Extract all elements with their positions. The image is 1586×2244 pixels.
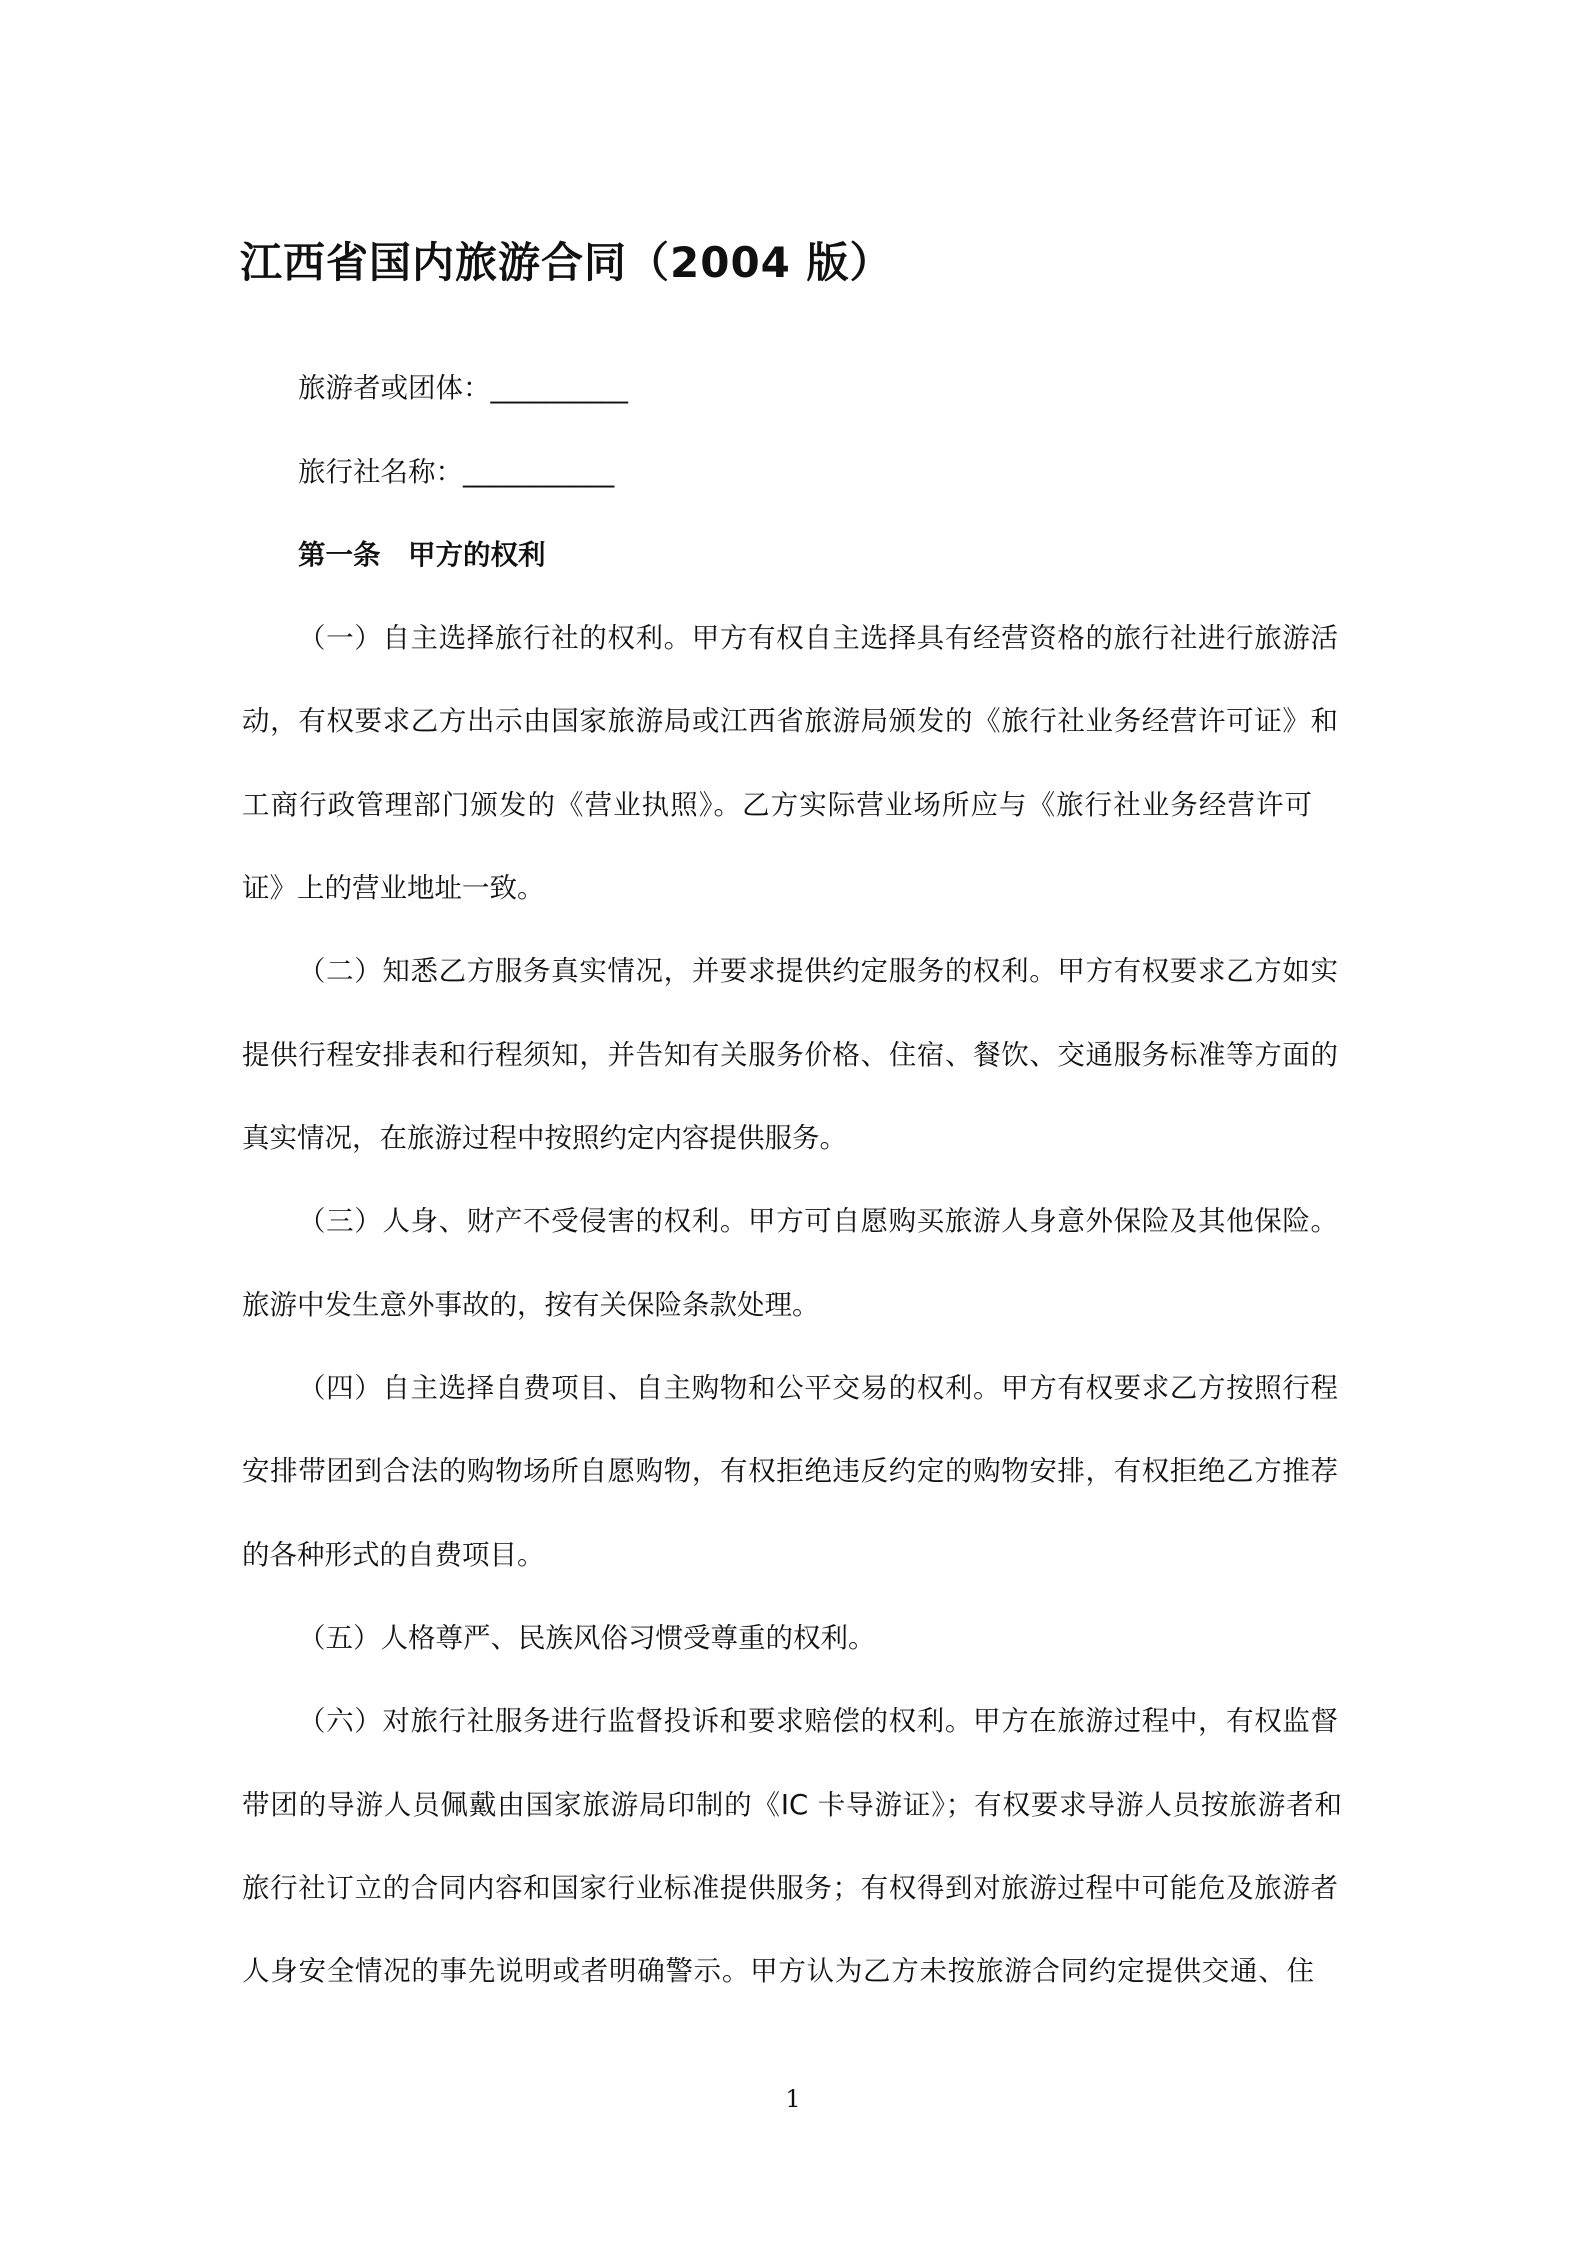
paragraph-line: （三）人身、财产不受侵害的权利。甲方可自愿购买旅游人身意外保险及其他保险。 xyxy=(298,1205,1338,1237)
field-traveler: 旅游者或团体：__________ xyxy=(298,372,628,404)
paragraph-line: 的各种形式的自费项目。 xyxy=(242,1539,545,1571)
paragraph-line: （一）自主选择旅行社的权利。甲方有权自主选择具有经营资格的旅行社进行旅游活 xyxy=(298,622,1338,654)
paragraph-line: 真实情况，在旅游过程中按照约定内容提供服务。 xyxy=(242,1122,847,1154)
paragraph-line: 带团的导游人员佩戴由国家旅游局印制的《IC 卡导游证》；有权要求导游人员按旅游者和 xyxy=(242,1789,1342,1821)
paragraph-line: （六）对旅行社服务进行监督投诉和要求赔偿的权利。甲方在旅游过程中，有权监督 xyxy=(298,1705,1338,1737)
field-agency-name: 旅行社名称：___________ xyxy=(298,456,615,488)
paragraph-line: 旅游中发生意外事故的，按有关保险条款处理。 xyxy=(242,1289,820,1321)
paragraph-line: （二）知悉乙方服务真实情况，并要求提供约定服务的权利。甲方有权要求乙方如实 xyxy=(298,955,1338,987)
article-heading: 第一条 甲方的权利 xyxy=(298,539,546,571)
paragraph-line: （四）自主选择自费项目、自主购物和公平交易的权利。甲方有权要求乙方按照行程 xyxy=(298,1372,1338,1404)
paragraph-line: 人身安全情况的事先说明或者明确警示。甲方认为乙方未按旅游合同约定提供交通、住 xyxy=(242,1955,1314,1987)
paragraph-line: 动，有权要求乙方出示由国家旅游局或江西省旅游局颁发的《旅行社业务经营许可证》和 xyxy=(242,705,1338,737)
page-number: 1 xyxy=(785,2085,801,2113)
paragraph-line: 安排带团到合法的购物场所自愿购物，有权拒绝违反约定的购物安排，有权拒绝乙方推荐 xyxy=(242,1455,1338,1487)
paragraph-line: 证》上的营业地址一致。 xyxy=(242,872,545,904)
paragraph-line: 旅行社订立的合同内容和国家行业标准提供服务；有权得到对旅游过程中可能危及旅游者 xyxy=(242,1872,1338,1904)
paragraph-line: （五）人格尊严、民族风俗习惯受尊重的权利。 xyxy=(298,1622,876,1654)
paragraph-line: 提供行程安排表和行程须知，并告知有关服务价格、住宿、餐饮、交通服务标准等方面的 xyxy=(242,1039,1338,1071)
paragraph-line: 工商行政管理部门颁发的《营业执照》。乙方实际营业场所应与《旅行社业务经营许可 xyxy=(242,789,1312,821)
document-title: 江西省国内旅游合同（2004 版） xyxy=(240,238,893,287)
